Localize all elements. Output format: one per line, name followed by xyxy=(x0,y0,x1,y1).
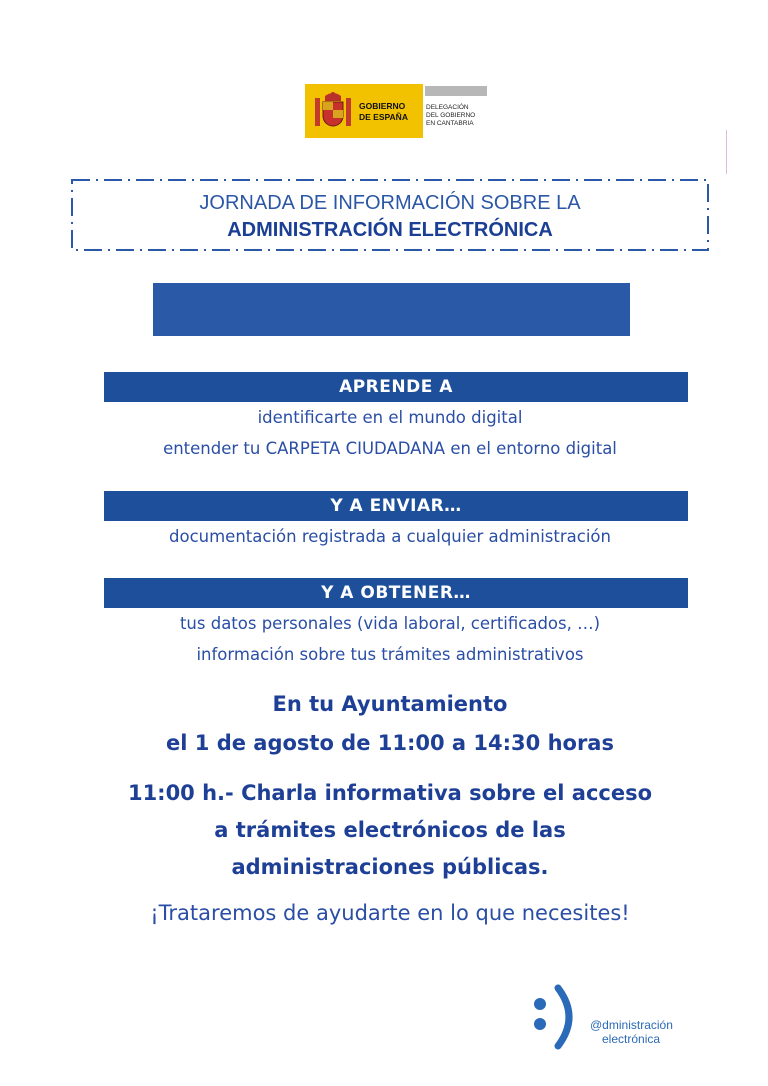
closing-text: ¡Trataremos de ayudarte en lo que necesites! xyxy=(150,901,630,925)
section-line: entender tu CARPETA CIUDADANA en el entorno digital xyxy=(163,439,617,458)
delegation-name: DELEGACIÓN DEL GOBIERNO EN CANTABRIA xyxy=(426,104,476,127)
section-heading-obtener: Y A OBTENER… xyxy=(104,578,688,608)
title-line-1: JORNADA DE INFORMACIÓN SOBRE LA xyxy=(199,192,581,214)
coat-of-arms-icon xyxy=(311,90,355,132)
title-box xyxy=(70,176,710,254)
title-line-2: ADMINISTRACIÓN ELECTRÓNICA xyxy=(227,219,553,241)
government-logo xyxy=(305,84,487,138)
blue-block xyxy=(153,283,630,336)
talk-line-1: 11:00 h.- Charla informativa sobre el acceso xyxy=(127,781,653,805)
section-line: tus datos personales (vida laboral, certificados, …) xyxy=(179,614,601,633)
edge-mark xyxy=(726,130,727,174)
section-line: información sobre tus trámites administrativos xyxy=(196,645,584,664)
gov-name: GOBIERNO DE ESPAÑA xyxy=(359,101,408,122)
administracion-electronica-logo xyxy=(528,984,688,1054)
admin-logo-line-2: electrónica xyxy=(602,1032,661,1046)
smiley-icon xyxy=(528,984,590,1050)
event-date: el 1 de agosto de 11:00 a 14:30 horas xyxy=(166,731,614,755)
admin-logo-line-1: @dministración xyxy=(590,1018,673,1032)
event-place: En tu Ayuntamiento xyxy=(272,692,508,716)
title-frame xyxy=(70,176,710,254)
section-heading-aprende: APRENDE A xyxy=(104,372,688,402)
logo-gray-bar xyxy=(425,86,487,96)
section-heading-enviar: Y A ENVIAR… xyxy=(104,491,688,521)
talk-line-2: a trámites electrónicos de las xyxy=(214,818,566,842)
talk-line-3: administraciones públicas. xyxy=(231,855,549,879)
section-line: documentación registrada a cualquier administración xyxy=(169,527,611,546)
section-line: identificarte en el mundo digital xyxy=(257,408,523,427)
